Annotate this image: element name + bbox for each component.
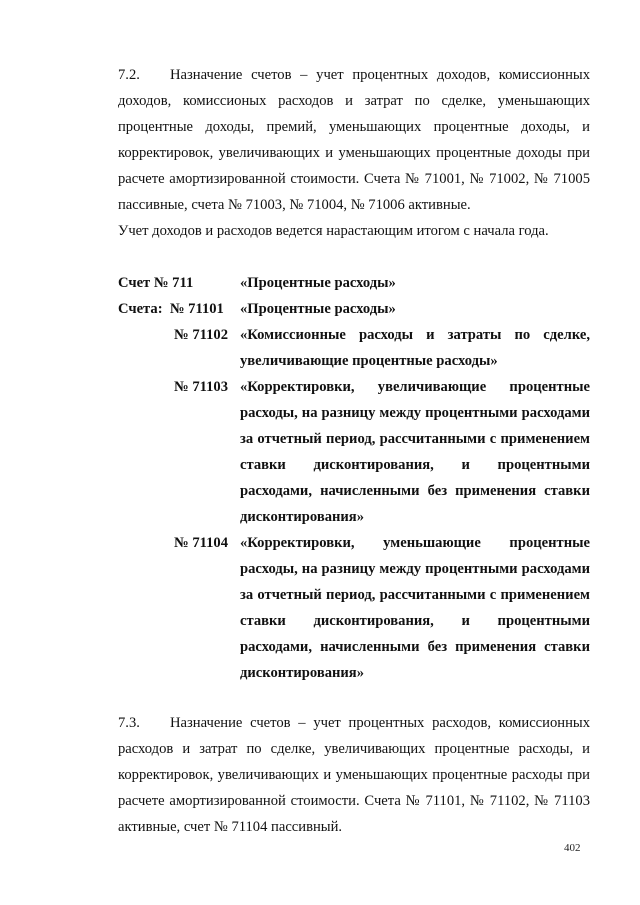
account-number: № 71103 <box>174 379 228 395</box>
account-main-label: Счет № 711 <box>118 275 194 291</box>
account-row <box>118 322 590 374</box>
section-7-2-paragraph <box>118 62 590 218</box>
account-title: «Корректировки, уменьшающие процентные расходы, на разницу между процентными расходами за отчетный период, рассчитанными с применением ставки дисконтирования, и процентными расходами, начисленными без применения ставки дисконтирования» <box>240 535 590 681</box>
account-number: № 71102 <box>174 327 228 343</box>
section-7-3-paragraph <box>118 710 590 840</box>
account-title: «Процентные расходы» <box>240 301 396 317</box>
account-number: Счета: № 71101 <box>118 301 224 317</box>
section-7-2-text: Назначение счетов – учет процентных доходов, комиссионных доходов, комиссионых расходов и затрат по сделке, уменьшающих процентные доходы, премий, уменьшающих процентные доходы, и корректировок, увеличивающих и уменьшающих процентные доходы при расчете амортизированной стоимости. Счета № 71001, № 71002, № 71005 пассивные, счета № 71003, № 71004, № 71006 активные. <box>118 67 590 213</box>
accounts-prefix: Счета: <box>118 301 163 317</box>
section-7-3-number: 7.3. <box>118 715 140 731</box>
page-number: 402 <box>564 842 581 854</box>
account-title: «Комиссионные расходы и затраты по сделке, увеличивающие процентные расходы» <box>240 327 590 369</box>
section-7-2-number: 7.2. <box>118 67 140 83</box>
account-main-row <box>118 270 590 296</box>
income-note-text: Учет доходов и расходов ведется нарастающим итогом с начала года. <box>118 223 549 239</box>
income-note <box>118 218 590 244</box>
section-7-2 <box>118 62 590 218</box>
account-row <box>118 296 590 322</box>
account-row <box>118 374 590 530</box>
section-7-3 <box>118 710 590 840</box>
account-title: «Корректировки, увеличивающие процентные расходы, на разницу между процентными расходами за отчетный период, рассчитанными с применением ставки дисконтирования, и процентными расходами, начисленными без применения ставки дисконтирования» <box>240 379 590 525</box>
account-number: № 71104 <box>174 535 228 551</box>
account-row <box>118 530 590 686</box>
account-main-title: «Процентные расходы» <box>240 275 396 291</box>
section-7-3-text: Назначение счетов – учет процентных расходов, комиссионных расходов и затрат по сделке, увеличивающих процентные расходы, и корректировок, увеличивающих и уменьшающих процентные расходы при расчете амортизированной стоимости. Счета № 71101, № 71102, № 71103 активные, счет № 71104 пассивный. <box>118 715 590 835</box>
accounts-list <box>118 270 590 686</box>
